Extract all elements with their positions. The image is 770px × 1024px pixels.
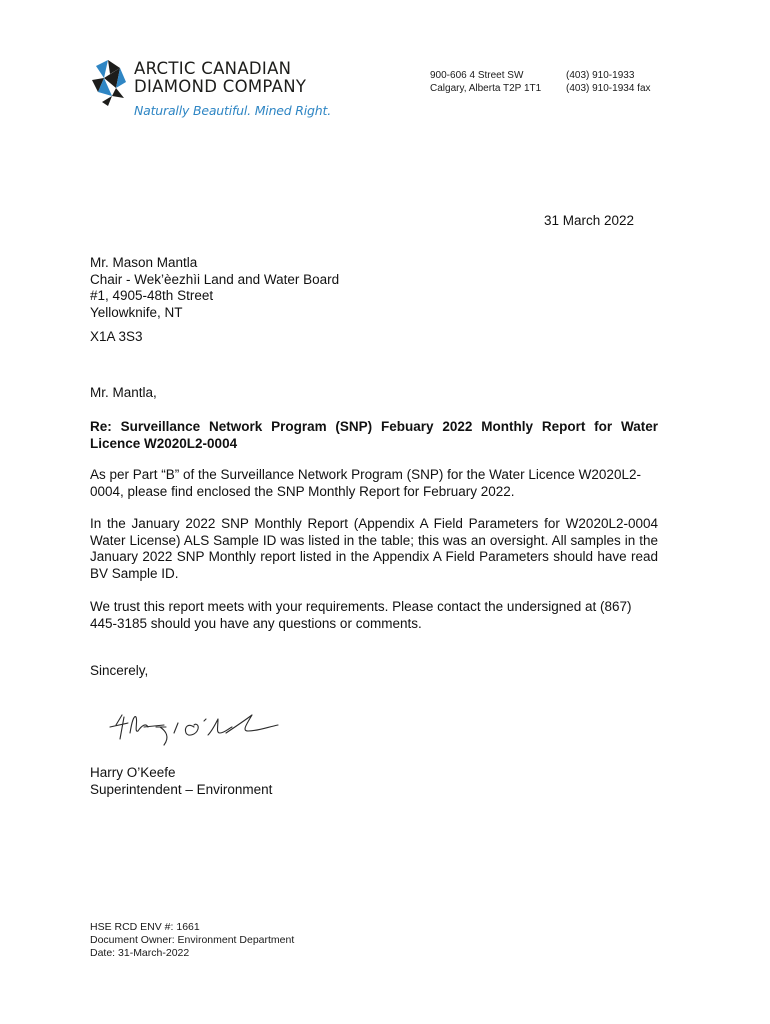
company-contact (566, 69, 651, 95)
salutation: Mr. Mantla, (90, 385, 157, 400)
body-paragraph-2: In the January 2022 SNP Monthly Report (Appendix A Field Parameters for W2020L2-0004 Water License) ALS Sample ID was listed in the table; this was an oversight. All samples in the January 2022 SNP Monthly report listed in the Appendix A Field Parameters should have read BV Sample ID. (90, 516, 658, 581)
company-logo (90, 52, 330, 124)
recipient-title: Chair - Wek’èezhìi Land and Water Board (90, 271, 340, 287)
footer-document-number: HSE RCD ENV #: 1661 (90, 921, 200, 933)
company-tagline: Naturally Beautiful. Mined Right. (134, 103, 331, 118)
signer-title: Superintendent – Environment (90, 782, 273, 797)
recipient-name: Mr. Mason Mantla (90, 255, 198, 270)
handwritten-signature (108, 703, 288, 751)
letter-date: 31 March 2022 (544, 213, 635, 228)
address-city: Calgary, Alberta T2P 1T1 (430, 83, 542, 94)
recipient-city: Yellowknife, NT (90, 304, 183, 320)
company-address (430, 69, 541, 95)
footer-date: Date: 31-March-2022 (90, 947, 190, 959)
subject-line: Re: Surveillance Network Program (SNP) Febuary 2022 Monthly Report for Water Licence W2020L2-0004 (90, 419, 658, 451)
recipient-postal-code: X1A 3S3 (90, 329, 143, 344)
closing: Sincerely, (90, 663, 149, 678)
diamond-logo-icon (90, 58, 128, 108)
signer-name: Harry O’Keefe (90, 765, 176, 780)
body-paragraph-3: We trust this report meets with your requirements. Please contact the undersigned at (867) 445-3185 should you have any questions or comments. (90, 599, 632, 631)
company-phone: (403) 910-1933 (566, 70, 635, 81)
recipient-street: #1, 4905-48th Street (90, 288, 214, 303)
company-fax: (403) 910-1934 fax (566, 83, 651, 94)
footer-document-owner: Document Owner: Environment Department (90, 934, 295, 946)
body-paragraph-1: As per Part “B” of the Surveillance Network Program (SNP) for the Water Licence W2020L2-0004, please find enclosed the SNP Monthly Report for February 2022. (90, 467, 641, 499)
company-name-line-1: ARCTIC CANADIAN (134, 59, 292, 78)
company-name-line-2: DIAMOND COMPANY (134, 77, 307, 96)
recipient-address (90, 255, 339, 321)
address-street: 900-606 4 Street SW (430, 70, 524, 81)
